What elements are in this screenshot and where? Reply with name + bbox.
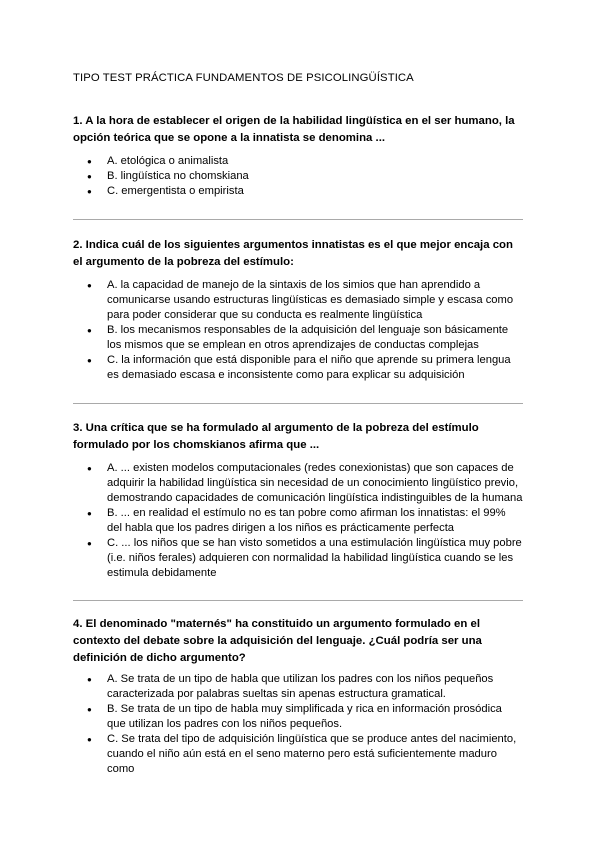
divider (73, 600, 523, 601)
divider (73, 219, 523, 220)
option-2c: ● C. la información que está disponible para el niño que aprende su primera lengua es demasiado escasa e inconsistente como para explicar su adquisición (73, 353, 523, 383)
question-1-options (73, 154, 523, 199)
document-title: TIPO TEST PRÁCTICA FUNDAMENTOS DE PSICOLINGÜÍSTICA (73, 72, 414, 84)
question-4-options (73, 672, 523, 777)
question-1: 1. A la hora de establecer el origen de la habilidad lingüística en el ser humano, la opción teórica que se opone a la innatista se denomina ... (73, 115, 515, 144)
option-3c: ● C. ... los niños que se han visto sometidos a una estimulación lingüística muy pobre (i.e. niños ferales) adquieren con normalidad la habilidad lingüística cuando se les estimula debidamente (73, 536, 523, 581)
option-1a: ● A. etológica o animalista (73, 154, 523, 169)
option-4c: ● C. Se trata del tipo de adquisición lingüística que se produce antes del nacimiento, cuando el niño aún está en el seno materno pero está suficientemente maduro como (73, 732, 523, 777)
option-1c: ● C. emergentista o empirista (73, 184, 523, 199)
question-2: 2. Indica cuál de los siguientes argumentos innatistas es el que mejor encaja con el argumento de la pobreza del estímulo: (73, 239, 513, 268)
option-3a: ● A. ... existen modelos computacionales (redes conexionistas) que son capaces de adquirir la habilidad lingüística sin necesidad de un conocimiento lingüístico previo, demostrando capacidades de comunicación lingüística indistinguibles de la humana (73, 461, 523, 506)
option-2a: ● A. la capacidad de manejo de la sintaxis de los simios que han aprendido a comunicarse usando estructuras lingüísticas es demasiado simple y escasa como para poder considerar que su conducta es realmente lingüística (73, 278, 523, 323)
question-4: 4. El denominado "maternés" ha constituido un argumento formulado en el contexto del debate sobre la adquisición del lenguaje. ¿Cuál podría ser una definición de dicho argumento? (73, 618, 482, 664)
question-3-options (73, 461, 523, 581)
option-1b: ● B. lingüística no chomskiana (73, 169, 523, 184)
divider (73, 403, 523, 404)
option-2b: ● B. los mecanismos responsables de la adquisición del lenguaje son básicamente los mismos que se emplean en otros aprendizajes de conductas complejas (73, 323, 523, 353)
question-2-options (73, 278, 523, 383)
option-4a: ● A. Se trata de un tipo de habla que utilizan los padres con los niños pequeños caracterizada por palabras sueltas sin apenas estructura gramatical. (73, 672, 523, 702)
option-4b: ● B. Se trata de un tipo de habla muy simplificada y rica en información prosódica que utilizan los padres con los niños pequeños. (73, 702, 523, 732)
option-3b: ● B. ... en realidad el estímulo no es tan pobre como afirman los innatistas: el 99% del habla que los padres dirigen a los niños es prácticamente perfecta (73, 506, 523, 536)
question-3: 3. Una crítica que se ha formulado al argumento de la pobreza del estímulo formulado por los chomskianos afirma que ... (73, 422, 479, 451)
